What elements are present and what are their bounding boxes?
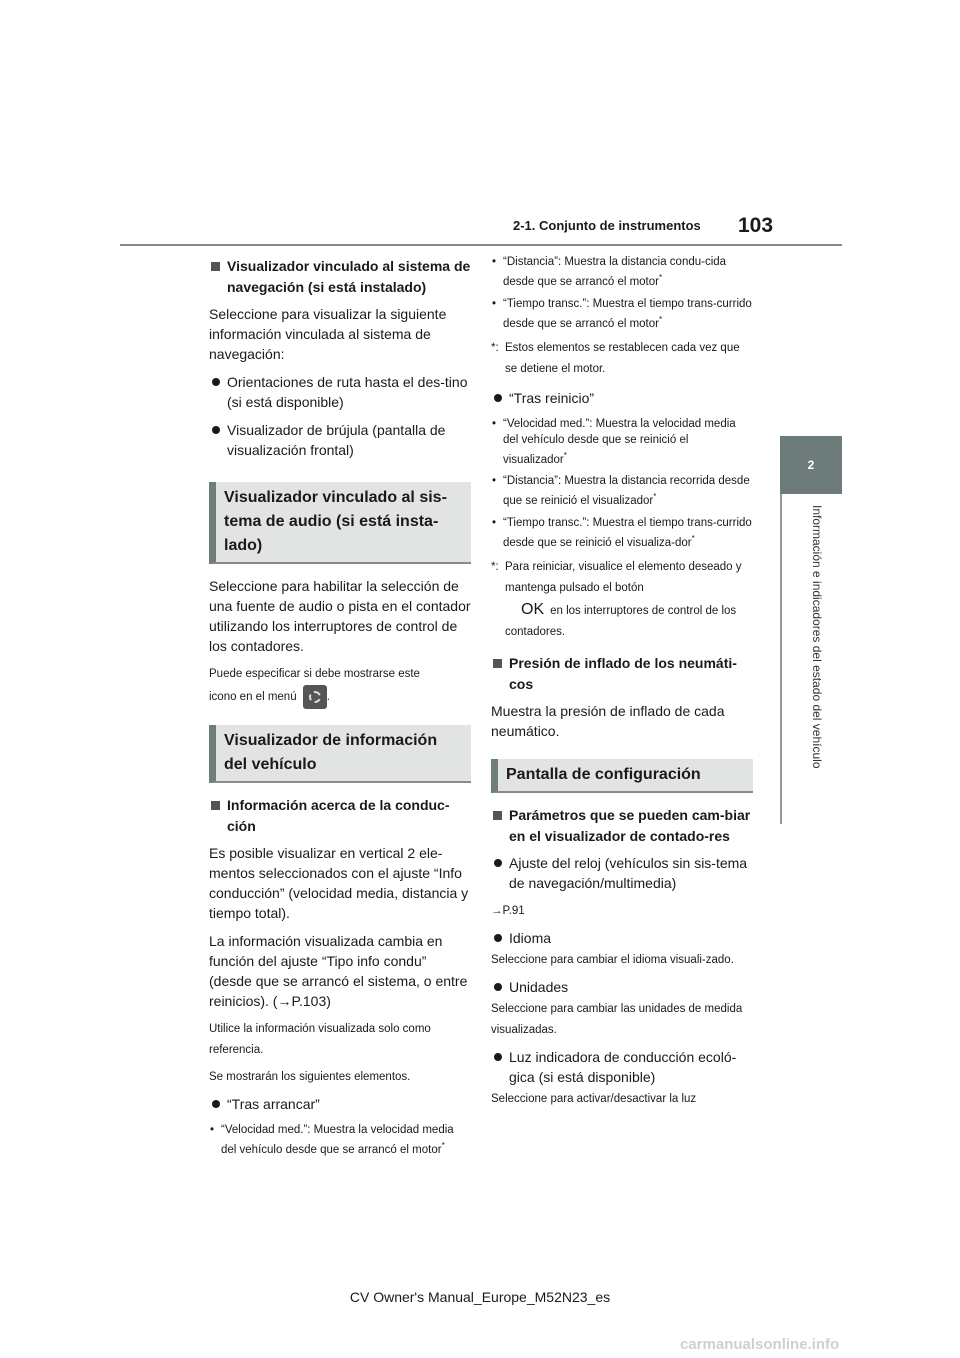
drive-paragraph-2: La información visualizada cambia en función del ajuste “Tipo info condu” (desde que se arrancó el sistema, o entre reinicios). (→P.103): [209, 933, 468, 1009]
bullet-icon: [494, 394, 502, 402]
square-bullet-icon: [211, 262, 220, 271]
language-bullet: Idioma: [491, 928, 753, 948]
after-reset-distance: • “Distancia”: Muestra la distancia recorrida desde que se reinició el visualizador*: [492, 475, 750, 508]
vehicle-info-section-title: Visualizador de información del vehículo: [209, 725, 471, 783]
watermark: carmanualsonline.info: [680, 1336, 840, 1353]
square-bullet-icon: [493, 659, 502, 668]
right-column: [491, 254, 753, 1116]
after-reset-bullet: “Tras reinicio”: [491, 388, 753, 408]
bullet-icon: [212, 426, 220, 434]
ok-button-icon: OK: [521, 601, 545, 619]
units-bullet: Unidades: [491, 977, 753, 997]
after-start-distance: • “Distancia”: Muestra la distancia condu-cida desde que se arrancó el motor*: [492, 256, 727, 288]
clock-bullet: Ajuste del reloj (vehículos sin sis-tema de navegación/multimedia): [491, 853, 753, 893]
after-reset-speed: • “Velocidad med.”: Muestra la velocidad media del vehículo desde que se reinició el visualizador*: [492, 417, 736, 466]
settings-section-title: Pantalla de configuración: [491, 759, 753, 793]
after-start-time: • “Tiempo transc.”: Muestra el tiempo trans-currido desde que se arrancó el motor*: [492, 297, 752, 330]
audio-note: Puede especificar si debe mostrarse este: [209, 668, 420, 680]
params-heading: Parámetros que se pueden cam-biar en el visualizador de contado-res: [491, 805, 753, 847]
chapter-title-text: Información e indicadores del estado del vehículo: [810, 505, 824, 769]
audio-body: Seleccione para habilitar la selección de una fuente de audio o pista en el contador utilizando los interruptores de control de los contadores.: [209, 578, 471, 654]
drive-paragraph-1: Es posible visualizar en vertical 2 ele-mentos seleccionados con el ajuste “Info conducción” (velocidad media, distancia y tiempo total).: [209, 845, 469, 921]
section-title: 2-1. Conjunto de instrumentos: [513, 218, 701, 233]
clock-reference: →P.91: [491, 905, 525, 918]
reset-footnote: *: Estos elementos se restablecen cada vez que se detiene el motor.: [491, 341, 740, 375]
tire-pressure-body: Muestra la presión de inflado de cada neumático.: [491, 703, 725, 740]
after-start-speed: • “Velocidad med.”: Muestra la velocidad media del vehículo desde que se arrancó el motor*: [210, 1124, 454, 1156]
nav-heading: Visualizador vinculado al sistema de navegación (si está instalado): [209, 256, 471, 298]
drive-info-heading: Información acerca de la conduc-ción: [209, 795, 471, 837]
square-bullet-icon: [211, 801, 220, 810]
drive-note-2: Se mostrarán los siguientes elementos.: [209, 1071, 411, 1083]
nav-bullet-route: Orientaciones de ruta hasta el des-tino (si está disponible): [209, 372, 471, 412]
bullet-icon: [212, 1100, 220, 1108]
bullet-icon: [494, 983, 502, 991]
chapter-title: [810, 505, 830, 820]
left-column: [209, 254, 471, 1164]
chapter-tab: [780, 436, 842, 494]
audio-note-line2: icono en el menú .: [209, 685, 471, 709]
language-note: Seleccione para cambiar el idioma visuali-zado.: [491, 954, 734, 967]
gear-icon: [303, 685, 327, 709]
eco-light-note: Seleccione para activar/desactivar la luz: [491, 1093, 697, 1106]
page-number: 103: [738, 214, 774, 237]
bullet-icon: [494, 934, 502, 942]
chapter-number: 2: [807, 458, 815, 472]
square-bullet-icon: [493, 811, 502, 820]
footer-manual-id: CV Owner's Manual_Europe_M52N23_es: [349, 1289, 611, 1305]
tire-pressure-heading: Presión de inflado de los neumáti-cos: [491, 653, 753, 695]
how-to-reset-note: *: Para reiniciar, visualice el elemento deseado y mantenga pulsado el botón OK en los interruptores de control de los contadores.: [491, 561, 742, 639]
nav-intro: Seleccione para visualizar la siguiente información vinculada al sistema de navegación:: [209, 306, 447, 362]
audio-section-title: Visualizador vinculado al sis-tema de audio (si está insta-lado): [209, 482, 471, 564]
nav-bullet-compass: Visualizador de brújula (pantalla de visualización frontal): [209, 420, 471, 460]
after-reset-time: • “Tiempo transc.”: Muestra el tiempo trans-currido desde que se reinició el visualiza-dor*: [492, 517, 752, 550]
bullet-icon: [212, 378, 220, 386]
bullet-icon: [494, 859, 502, 867]
side-rule: [780, 494, 782, 824]
units-note: Seleccione para cambiar las unidades de medida visualizadas.: [491, 1003, 743, 1037]
eco-light-bullet: Luz indicadora de conducción ecoló-gica (si está disponible): [491, 1047, 753, 1087]
bullet-icon: [494, 1053, 502, 1061]
header-rule: [120, 244, 842, 246]
drive-note-1: Utilice la información visualizada solo como referencia.: [209, 1023, 431, 1056]
after-start-bullet: “Tras arrancar”: [209, 1094, 471, 1114]
